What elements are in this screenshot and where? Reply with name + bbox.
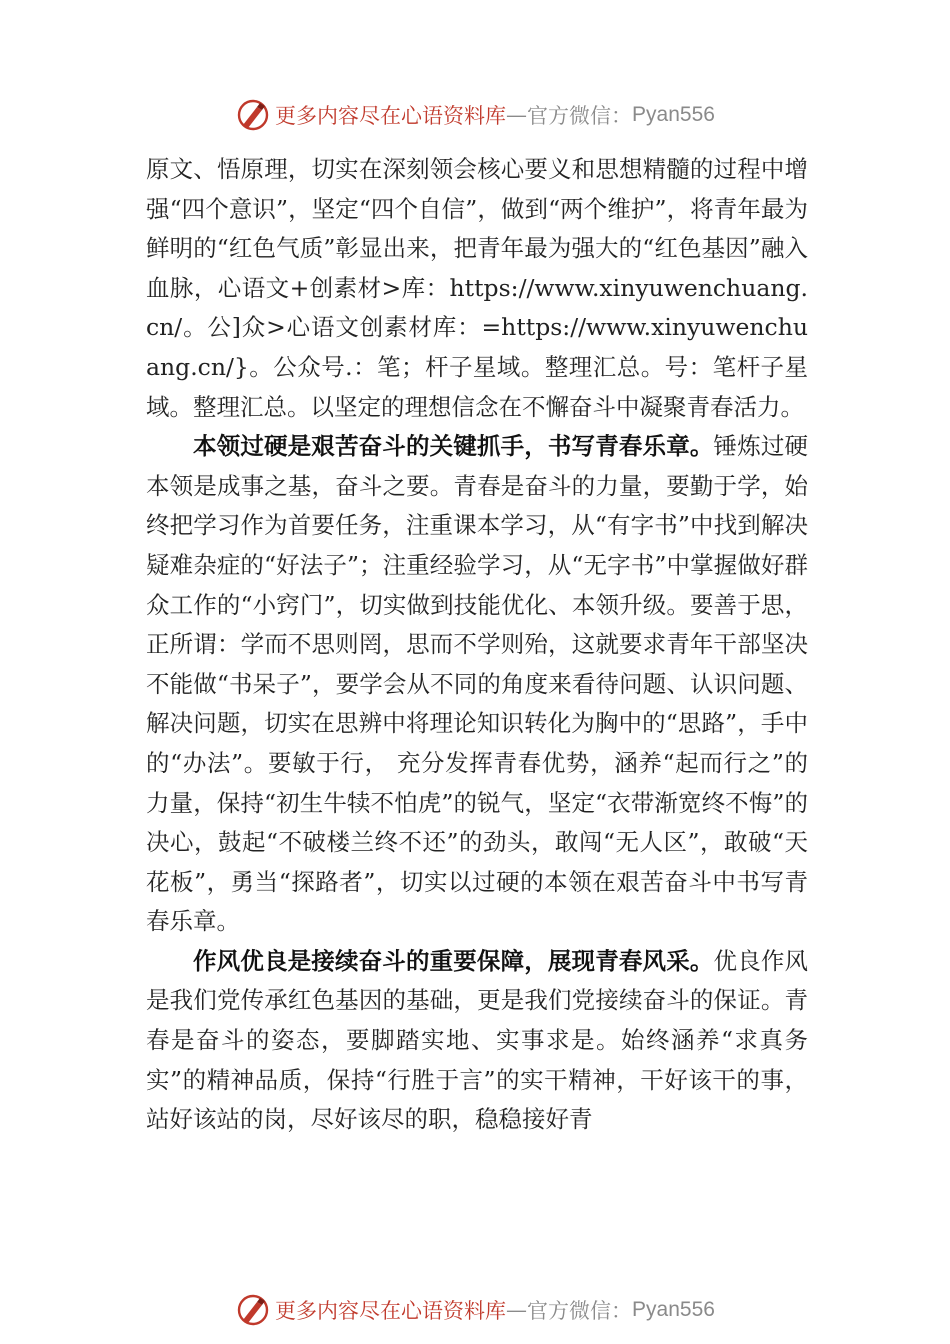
- paragraph-2: [146, 427, 808, 942]
- pen-logo-icon: [235, 1292, 271, 1328]
- paragraph-3: [146, 942, 808, 1140]
- header-brand: 更多内容尽在心语资料库: [275, 104, 507, 128]
- paragraph-2-lead: 本领过硬是艰苦奋斗的关键抓手，书写青春乐章。: [193, 432, 714, 461]
- header-banner: [0, 95, 950, 135]
- footer-banner: [0, 1290, 950, 1330]
- paragraph-2-text: 锤炼过硬本领是成事之基，奋斗之要。青春是奋斗的力量，要勤于学，始终把学习作为首要任务，注重课本学习，从“有字书”中找到解决疑难杂症的“好法子”；注重经验学习，从“无字书”中掌握做好群众工作的“小窍门”，切实做到技能优化、本领升级。要善于思，正所谓：学而不思则罔，思而不学则殆，这就要求青年干部坚决不能做“书呆子”，要学会从不同的角度来看待问题、认识问题、解决问题，切实在思辨中将理论知识转化为胸中的“思路”，手中的“办法”。要敏于行， 充分发挥青春优势，涵养“起而行之”的力量，保持“初生牛犊不怕虎”的锐气，坚定“衣带渐宽终不悔”的决心，鼓起“不破楼兰终不还”的劲头，敢闯“无人区”，敢破“天花板”，勇当“探路者”，切实以过硬的本领在艰苦奋斗中书写青春乐章。: [146, 432, 809, 936]
- paragraph-1: 原文、悟原理，切实在深刻领会核心要义和思想精髓的过程中增强“四个意识”，坚定“四个自信”，做到“两个维护”，将青年最为鲜明的“红色气质”彰显出来，把青年最为强大的“红色基因”融入血脉，心语文+创素材>库：https://www.xinyuwenchuang.cn/。公]众>心语文创素材库：=https://www.xinyuwenchuang.cn/}。公众号.：笔；杆子星域。整理汇总。号：笔杆子星域。整理汇总。以坚定的理想信念在不懈奋斗中凝聚青春活力。: [146, 155, 808, 421]
- footer-brand: 更多内容尽在心语资料库: [275, 1299, 507, 1323]
- document-body: [146, 150, 808, 1140]
- header-wechat-id: Pyan556: [632, 103, 715, 126]
- paragraph-3-text: 优良作风是我们党传承红色基因的基础，更是我们党接续奋斗的保证。青春是奋斗的姿态，要脚踏实地、实事求是。始终涵养“求真务实”的精神品质，保持“行胜于言”的实干精神，干好该干的事，站好该站的岗，尽好该尽的职，稳稳接好青: [146, 946, 809, 1134]
- footer-wechat-id: Pyan556: [632, 1298, 715, 1321]
- pen-logo-icon: [235, 97, 271, 133]
- header-dash: —: [506, 103, 528, 127]
- paragraph-3-lead: 作风优良是接续奋斗的重要保障，展现青春风采。: [193, 946, 714, 975]
- footer-dash: —: [506, 1298, 528, 1322]
- header-wechat-label: 官方微信：: [527, 104, 633, 128]
- footer-wechat-label: 官方微信：: [527, 1299, 633, 1323]
